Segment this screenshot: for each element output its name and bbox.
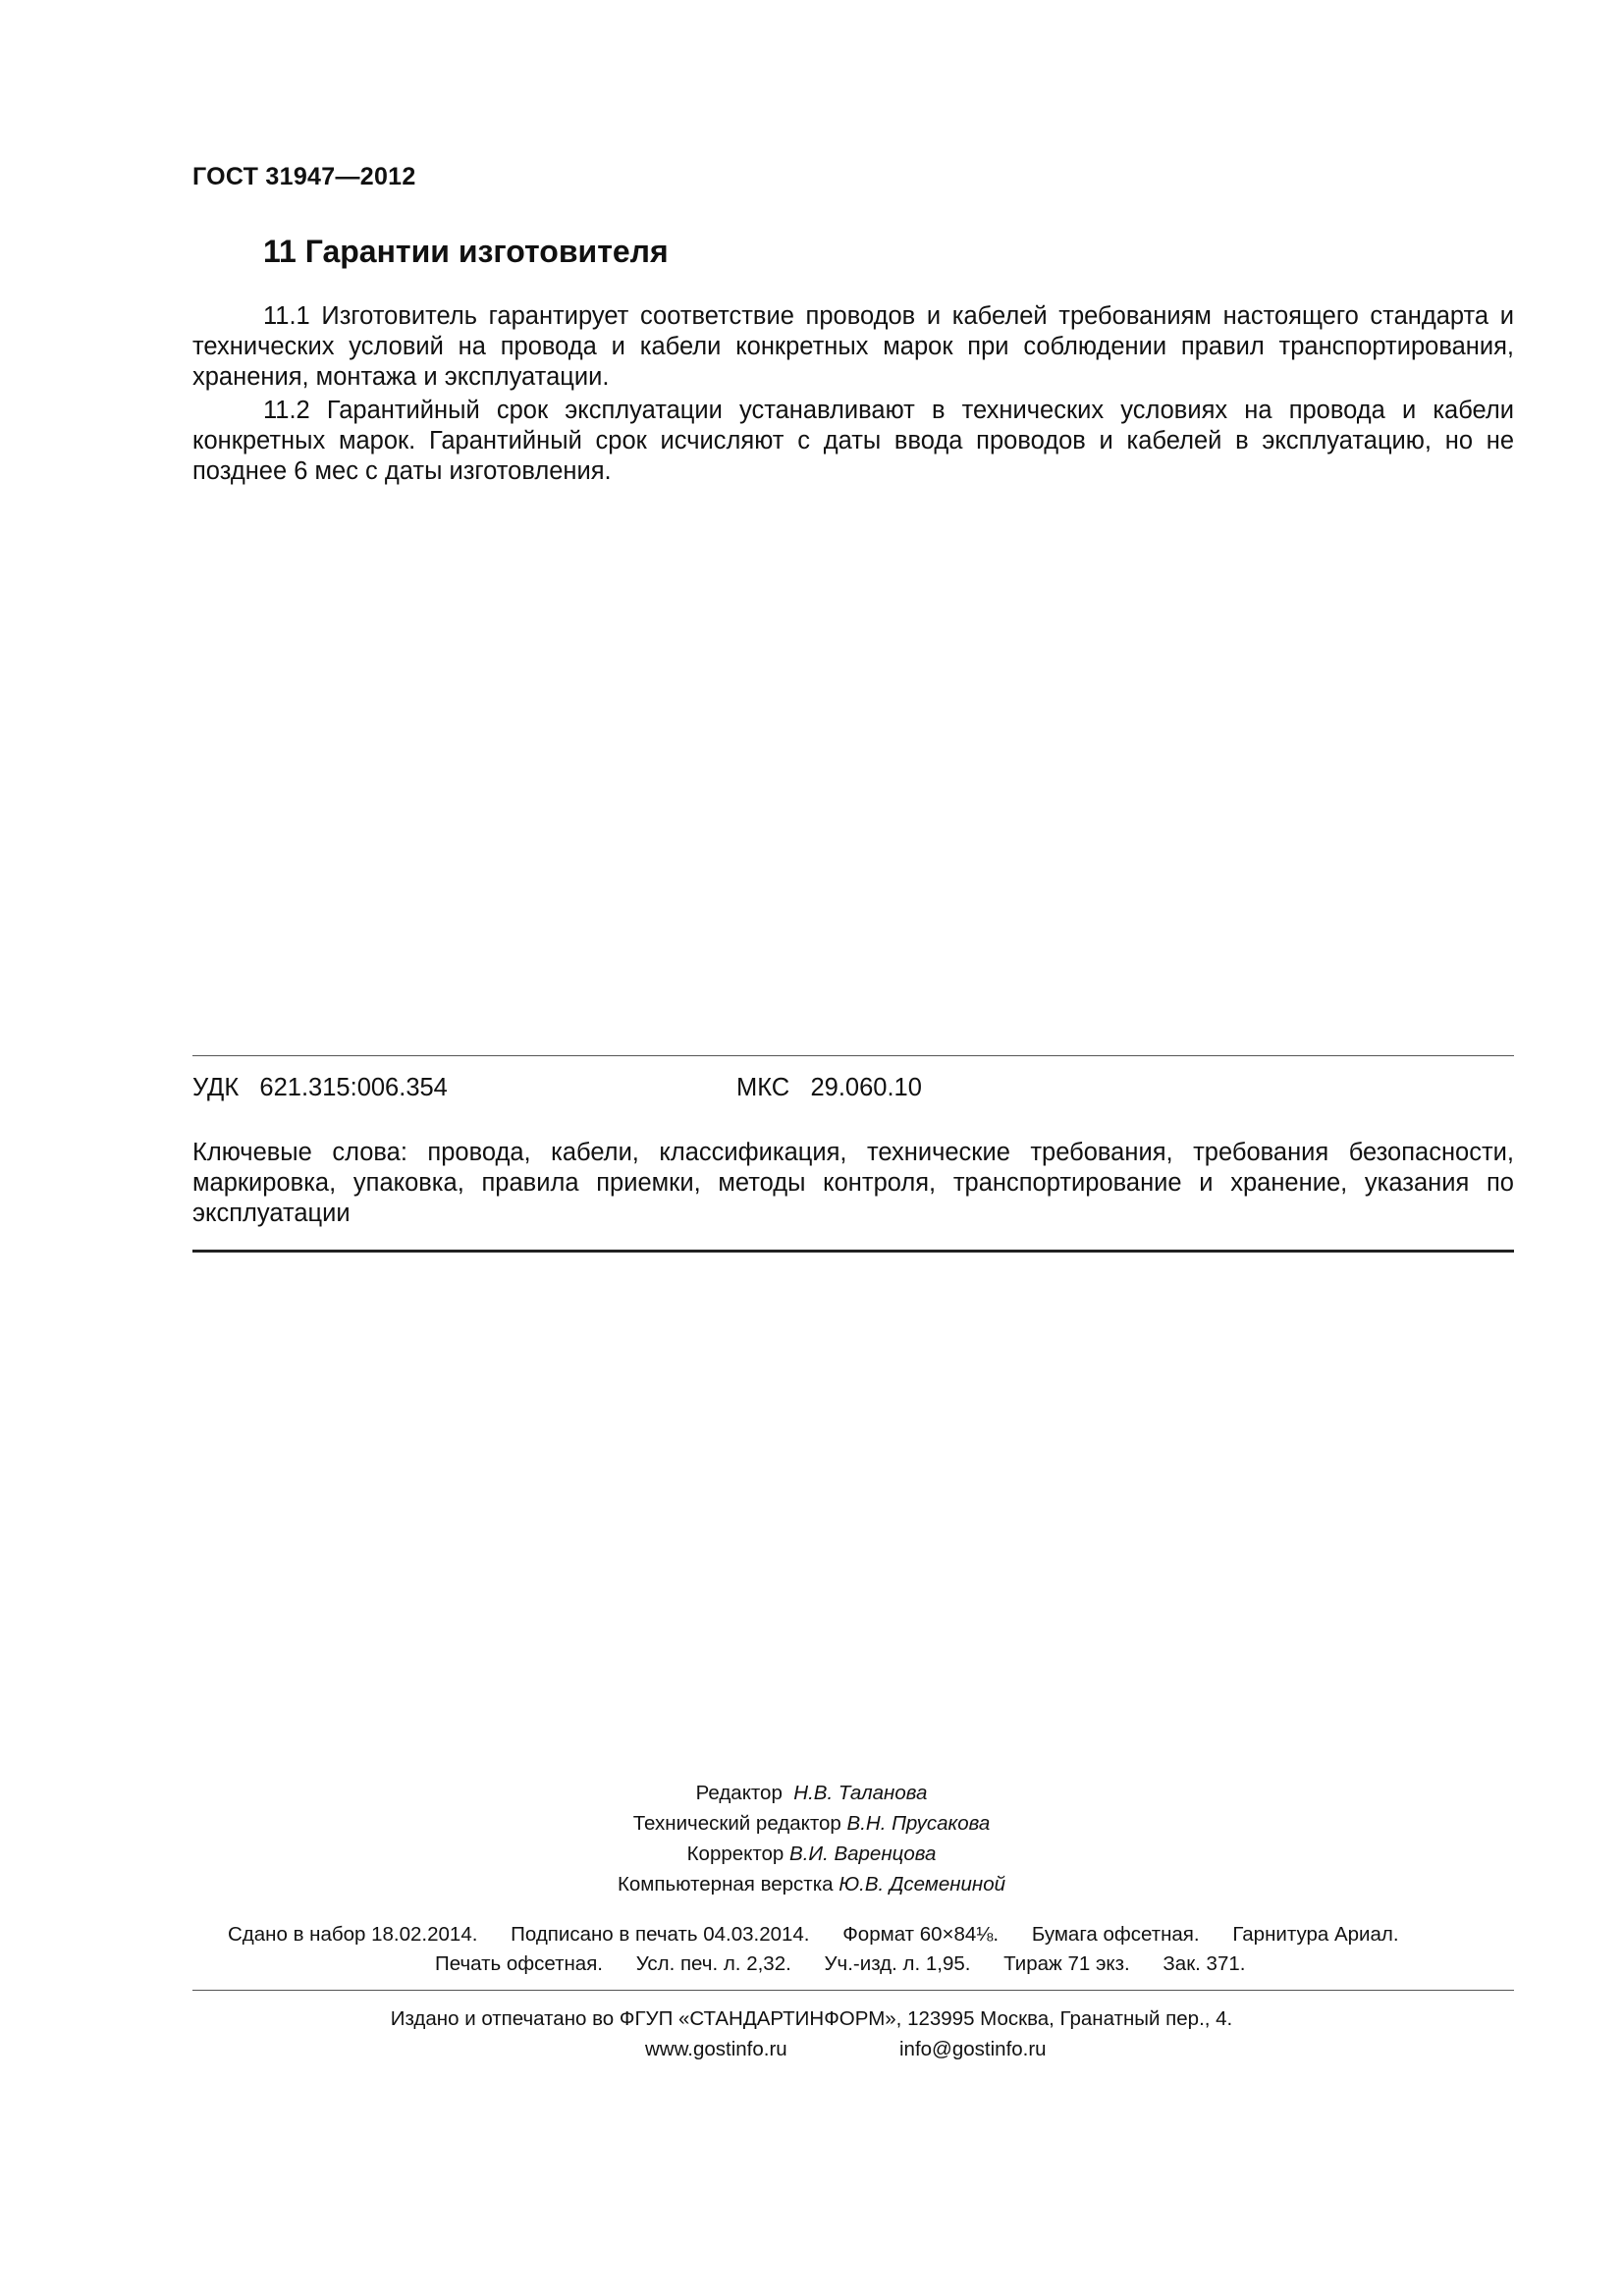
mks-code: МКС 29.060.10	[736, 1074, 922, 1101]
print-info-item: Зак. 371.	[1163, 1952, 1246, 1975]
keywords-text: Ключевые слова: провода, кабели, классификация, технические требования, требования безопасности, маркировка, упаковка, правила приемки, методы контроля, транспортирование и хранение, указания по эксплуатации	[192, 1139, 1514, 1227]
credit-layout	[0, 1869, 1623, 1899]
credit-role: Корректор	[686, 1842, 784, 1865]
print-info-item: Формат 60×84⅛.	[842, 1923, 1000, 1946]
credit-role: Редактор	[695, 1782, 783, 1804]
document-code: ГОСТ 31947—2012	[192, 163, 416, 190]
credit-role: Технический редактор	[632, 1812, 841, 1835]
divider-bottom	[192, 1990, 1514, 1991]
credit-person: В.Н. Прусакова	[846, 1812, 991, 1835]
print-info-item: Гарнитура Ариал.	[1232, 1923, 1399, 1946]
credit-corrector	[0, 1839, 1623, 1869]
print-info-item: Подписано в печать 04.03.2014.	[511, 1923, 810, 1946]
credit-person: Ю.В. Дсемениной	[839, 1873, 1006, 1896]
email-link[interactable]: info@gostinfo.ru	[899, 2038, 1047, 2060]
credit-editor	[0, 1778, 1623, 1808]
publisher-info: Издано и отпечатано во ФГУП «СТАНДАРТИНФОРМ», 123995 Москва, Гранатный пер., 4.	[390, 2007, 1233, 2030]
print-info-item: Печать офсетная.	[435, 1952, 603, 1975]
credits-block	[0, 1778, 1623, 1899]
paragraph-11-1: 11.1 Изготовитель гарантирует соответствие проводов и кабелей требованиям настоящего стандарта и технических условий на провода и кабели конкретных марок при соблюдении правил транспортирования, хранения, монтажа и эксплуатации.	[192, 302, 1514, 391]
print-info-item: Тираж 71 экз.	[1003, 1952, 1130, 1975]
udk-code: УДК 621.315:006.354	[192, 1074, 448, 1101]
paragraph-11-2: 11.2 Гарантийный срок эксплуатации устанавливают в технических условиях на провода и кабели конкретных марок. Гарантийный срок исчисляют с даты ввода проводов и кабелей в эксплуатацию, но не позднее 6 мес с даты изготовления.	[192, 397, 1514, 485]
print-info-line-1	[228, 1923, 1399, 1947]
website-link[interactable]: www.gostinfo.ru	[645, 2038, 787, 2060]
section-title: 11 Гарантии изготовителя	[263, 234, 669, 269]
credit-tech-editor	[0, 1808, 1623, 1839]
print-info-item: Усл. печ. л. 2,32.	[635, 1952, 791, 1975]
credit-role: Компьютерная верстка	[617, 1873, 834, 1896]
print-info-item: Бумага офсетная.	[1031, 1923, 1200, 1946]
credit-person: В.И. Варенцова	[789, 1842, 937, 1865]
print-info-line-2	[435, 1952, 1245, 1976]
divider-thick	[192, 1250, 1514, 1253]
print-info-item: Сдано в набор 18.02.2014.	[228, 1923, 478, 1946]
divider-top	[192, 1055, 1514, 1056]
credit-person: Н.В. Таланова	[793, 1782, 928, 1804]
print-info-item: Уч.-изд. л. 1,95.	[824, 1952, 971, 1975]
